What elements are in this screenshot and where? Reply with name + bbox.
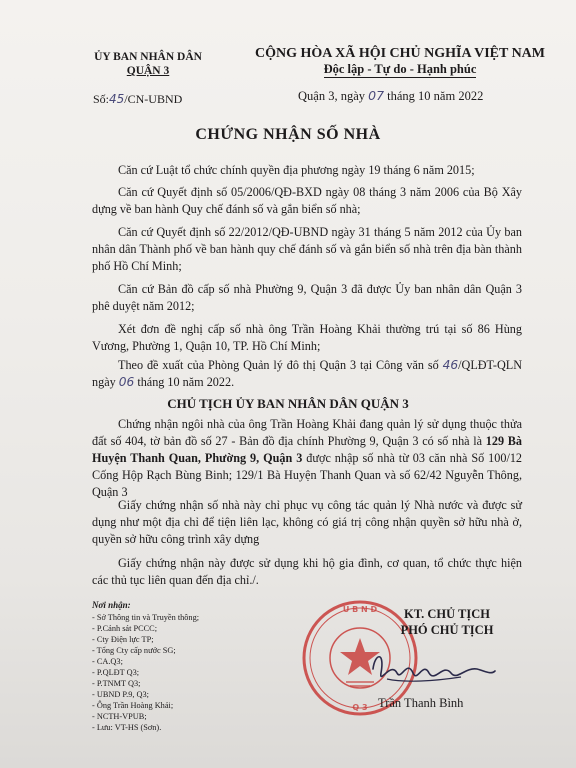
signer-name: Trần Thanh Bình xyxy=(378,696,464,710)
country-name: CỘNG HÒA XÃ HỘI CHỦ NGHĨA VIỆT NAM xyxy=(254,46,545,61)
document-title: CHỨNG NHẬN SỐ NHÀ xyxy=(195,126,381,143)
signature-title: KT. CHỦ TỊCH xyxy=(403,607,490,621)
usage-note: Giấy chứng nhận này được sử dụng khi hộ gia đình, cơ quan, tổ chức thực hiện các thủ tục liên quan đến địa chỉ./. xyxy=(92,556,522,587)
recipient-item: - Ông Trần Hoàng Khải; xyxy=(92,701,174,710)
recipient-item: - CA.Q3; xyxy=(92,657,123,666)
recipients-heading: Nơi nhận: xyxy=(92,600,131,610)
handwritten-dispatch-day: 06 xyxy=(118,375,135,389)
recipient-item: - P.Cảnh sát PCCC; xyxy=(92,624,158,633)
validity-note: Giấy chứng nhận số nhà này chỉ phục vụ công tác quản lý Nhà nước và được sử dụng như một địa chỉ để tiện liên lạc, không có giá trị công nhận quyền sở hữu nhà ở, quyền sở hữu công trình xây dựng xyxy=(92,498,522,546)
recipient-item: - Tổng Cty cấp nước SG; xyxy=(92,646,176,655)
application-basis: Xét đơn đề nghị cấp số nhà ông Trần Hoàng Khải thường trú tại số 86 Hùng Vương, Phường 1, Quận 10, TP. Hồ Chí Minh; xyxy=(92,322,522,353)
recipient-item: - NCTH-VPUB; xyxy=(92,712,147,721)
recipients-list xyxy=(92,600,242,733)
svg-text:U B N D: U B N D xyxy=(342,605,378,614)
section-heading: CHỦ TỊCH ỦY BAN NHÂN DÂN QUẬN 3 xyxy=(167,396,409,411)
agency-district: QUẬN 3 xyxy=(126,65,170,77)
recipient-item: - Cty Điện lực TP; xyxy=(92,635,154,644)
certified-address: 129 Bà Huyện Thanh Quan, Phường 9, Quận 3 xyxy=(92,434,522,465)
national-motto: Độc lập - Tự do - Hạnh phúc xyxy=(323,62,477,76)
signature-block xyxy=(372,606,522,638)
recipient-item: - Sở Thông tin và Truyền thông; xyxy=(92,613,200,622)
legal-basis-1: Căn cứ Luật tổ chức chính quyền địa phương ngày 19 tháng 6 năm 2015; xyxy=(118,163,475,177)
recipient-item: - P.QLĐT Q3; xyxy=(92,668,140,677)
signature-subtitle: PHÓ CHỦ TỊCH xyxy=(400,623,494,637)
handwritten-signature-icon xyxy=(365,643,500,693)
recipient-item: - P.TNMT Q3; xyxy=(92,679,141,688)
legal-basis-2: Căn cứ Quyết định số 05/2006/QĐ-BXD ngày 08 tháng 3 năm 2006 của Bộ Xây dựng về ban hành Quy chế đánh số và gắn biển số nhà; xyxy=(92,185,522,216)
national-header xyxy=(250,46,550,78)
handwritten-number: 45 xyxy=(109,92,125,106)
handwritten-day: 07 xyxy=(368,88,385,103)
recipient-item: - UBND P.9, Q3; xyxy=(92,690,149,699)
svg-text:Q 3: Q 3 xyxy=(352,703,368,712)
document-number: Số:45/CN-UBND xyxy=(93,92,183,106)
issuing-agency xyxy=(78,50,218,78)
legal-basis-4: Căn cứ Bản đồ cấp số nhà Phường 9, Quận 3 đã được Ủy ban nhân dân Quận 3 phê duyệt năm 2012; xyxy=(92,282,522,313)
legal-basis-3: Căn cứ Quyết định số 22/2012/QĐ-UBND ngày 31 tháng 5 năm 2012 của Ủy ban nhân dân Thành phố về ban hành quy chế đánh số và gắn biển số nhà trên địa bàn thành phố Hồ Chí Minh; xyxy=(92,225,522,273)
document-date: Quận 3, ngày 07 tháng 10 năm 2022 xyxy=(298,88,484,103)
handwritten-dispatch-number: 46 xyxy=(442,358,459,372)
certification-paragraph: Chứng nhận ngôi nhà của ông Trần Hoàng Khải đang quản lý sử dụng thuộc thửa đất số 404, tờ bản đồ số 27 - Bản đồ địa chính Phường 9, Quận 3 có số nhà là 129 Bà Huyện Thanh Quan, Phường 9, Quận 3 được nhập số nhà từ 03 căn nhà Số 100/12 Cống Hộp Rạch Bùng Binh; 129/1 Bà Huyện Thanh Quan và số 62/42 Nguyễn Thông, Quận 3 xyxy=(92,417,523,499)
agency-name: ỦY BAN NHÂN DÂN xyxy=(94,51,202,63)
proposal-basis: Theo đề xuất của Phòng Quản lý đô thị Quận 3 tại Công văn số 46/QLĐT-QLN ngày 06 tháng 10 năm 2022. xyxy=(92,358,522,389)
recipient-item: - Lưu: VT-HS (Sơn). xyxy=(92,723,162,732)
